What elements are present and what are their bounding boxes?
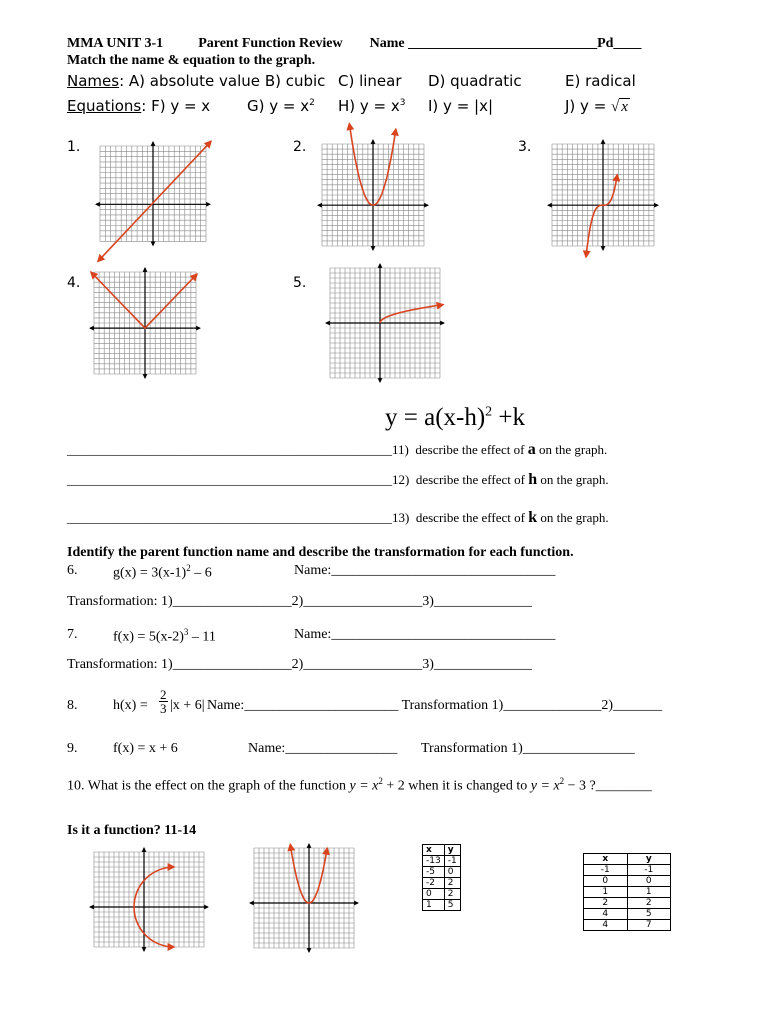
q9-num: 9. [67, 741, 78, 756]
name-item-b: B) cubic [264, 72, 326, 90]
q8-function: h(x) = [113, 698, 148, 713]
equation-g: G) $y = x^2$ [247, 97, 315, 115]
graph-1-linear [92, 140, 216, 260]
graph-label-4: 4. [67, 275, 81, 291]
q6-name-field[interactable]: Name:________________________________ [294, 563, 556, 578]
q8-fields[interactable]: Name:______________________ Transformation 1)______________2)_______ [207, 698, 662, 713]
graph-label-5: 5. [293, 275, 307, 291]
q6-function: $g(x) = 3(x-1)^2 - 6$ [113, 563, 212, 581]
equation-h: H) $y = x^3$ [338, 97, 406, 115]
vertex-form-equation: $y = a(x-h)^2 +k$ [385, 404, 526, 431]
name-item-c: C) linear [338, 72, 402, 90]
table-row: 4 5 [584, 909, 671, 920]
equation-i: I) y = |x| [428, 97, 494, 115]
q9-name-field[interactable]: Name:________________ [248, 741, 398, 756]
table-13 [422, 844, 461, 911]
graph-2-quadratic [318, 140, 430, 256]
q10-answer-blank[interactable]: ________ [595, 778, 652, 794]
q7-function: $f(x) = 5(x-2)^3 - 11$ [113, 627, 216, 645]
q6-transformation[interactable]: Transformation: 1)_________________2)_________________3)______________ [67, 594, 532, 609]
q8-fraction: 2 3 [160, 687, 167, 716]
equations-label: Equations [67, 97, 142, 115]
table-row: 1 5 [423, 900, 461, 911]
graph-3-cubic [548, 140, 660, 256]
worksheet-title: Parent Function Review [198, 36, 343, 51]
table-row: 1 1 [584, 887, 671, 898]
q7-transformation[interactable]: Transformation: 1)_________________2)_________________3)______________ [67, 657, 532, 672]
equation-f: F) y = x [151, 97, 211, 115]
section3-title: Is it a function? 11-14 [67, 823, 197, 838]
q7-name-field[interactable]: Name:________________________________ [294, 627, 556, 642]
effect-row-13: __________________________________________________13) describe the effect of k on the graph. [67, 509, 609, 526]
name-item-a: A) absolute value [128, 72, 261, 90]
name-item-e: E) radical [565, 72, 636, 90]
function-curve [586, 175, 617, 257]
function-curve [380, 305, 443, 323]
table-row: -5 0 [423, 867, 461, 878]
name-item-d: D) quadratic [428, 72, 522, 90]
effect-blank-12[interactable]: __________________________________________________ [67, 472, 392, 487]
effect-blank-13[interactable]: __________________________________________________ [67, 510, 392, 525]
table-14 [583, 853, 671, 931]
table-row: 4 7 [584, 920, 671, 931]
graph-label-1: 1. [67, 139, 81, 155]
q9-function: f(x) = x + 6 [113, 741, 178, 756]
q7-num: 7. [67, 627, 78, 642]
graph-5-radical [326, 266, 446, 382]
table-row: 0 0 [584, 876, 671, 887]
graph-11-semicircle [92, 848, 214, 960]
table-14-header: x y [584, 854, 671, 865]
function-curve [91, 272, 197, 328]
graph-12-parabola [250, 846, 362, 958]
graph-label-3: 3. [518, 139, 532, 155]
table-row: 2 2 [584, 898, 671, 909]
effect-row-12: __________________________________________________12) describe the effect of h on the graph. [67, 471, 609, 488]
equation-j: J) y = √ x [565, 97, 628, 115]
table-13-header: x y [423, 845, 461, 856]
section2-title: Identify the parent function name and describe the transformation for each function. [67, 545, 574, 560]
q8-absolute: |x + 6| [170, 698, 205, 713]
function-curve [98, 141, 211, 261]
pd-field[interactable]: Pd____ [597, 36, 642, 51]
table-row: -13 -1 [423, 856, 461, 867]
names-label: Names [67, 72, 120, 90]
header-line [67, 36, 641, 52]
effect-blank-11[interactable]: __________________________________________________ [67, 442, 392, 457]
name-blank[interactable]: ___________________________ [408, 36, 598, 51]
name-label: Name [369, 36, 405, 51]
effect-row-11: __________________________________________________11) describe the effect of a on the graph. [67, 441, 608, 458]
table-row: -1 -1 [584, 865, 671, 876]
q8-num: 8. [67, 698, 78, 713]
q10: 10. What is the effect on the graph of the function $y = x^2 + 2$ when it is changed to $y = x^2 - 3$ ?________ [67, 776, 652, 794]
names-row: Names: A) absolute value B) cubic [67, 72, 326, 90]
graph-4-absolute-value [92, 266, 204, 382]
unit-title: MMA UNIT 3-1 [67, 36, 164, 51]
graph-label-2: 2. [293, 139, 307, 155]
q9-transformation[interactable]: Transformation 1)________________ [421, 741, 635, 756]
table-row: -2 2 [423, 878, 461, 889]
equations-label-row: Equations: F) y = x [67, 97, 211, 115]
instruction: Match the name & equation to the graph. [67, 53, 316, 68]
table-row: 0 2 [423, 889, 461, 900]
q6-num: 6. [67, 563, 78, 578]
